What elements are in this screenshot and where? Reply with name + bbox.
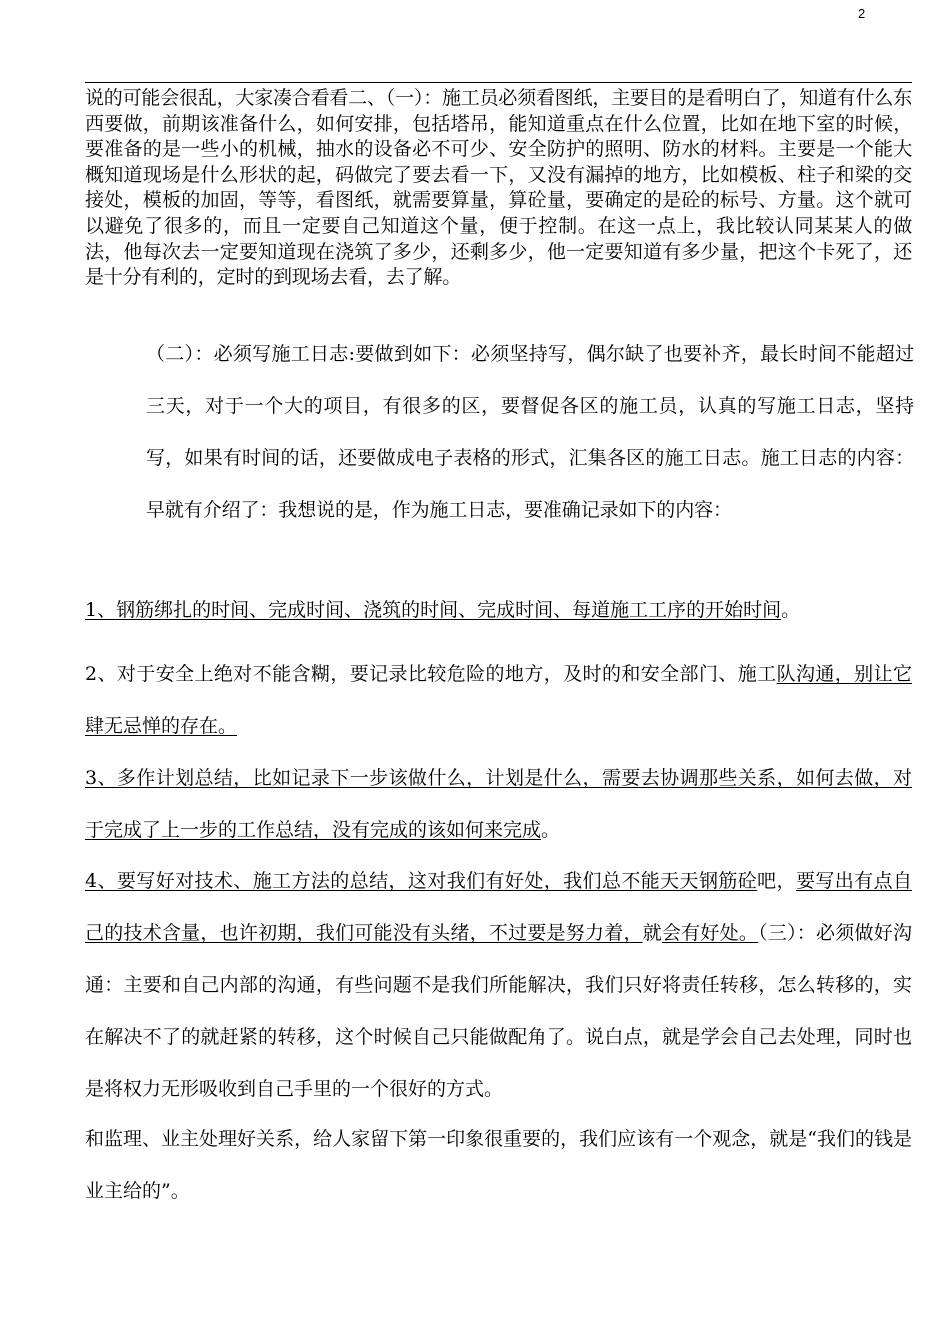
list-item-2-underlined: 队沟通，别让它肆无忌惮的存在。 bbox=[85, 663, 912, 737]
section-2-paragraph: （二）：必须写施工日志:要做到如下：必须坚持写，偶尔缺了也要补齐，最长时间不能超过三天，对于一个大的项目，有很多的区，要督促各区的施工员，认真的写施工日志，坚持写，如果有时间的话，还要做成电子表格的形式，汇集各区的施工日志。施工日志的内容：早就有介绍了：我想说的是，作为施工日志，要准确记录如下的内容： bbox=[146, 343, 914, 521]
list-item-4-underlined-a: 4、要写好对技术、施工方法的总结，这对我们有好处，我们总不能天天钢筋砼 bbox=[85, 870, 758, 892]
list-item-2-head: 2、对于安全上绝对不能含糊，要记录比较危险的地方，及时的和安全部门、施工 bbox=[85, 663, 777, 685]
header-divider bbox=[85, 82, 912, 83]
list-item-3 bbox=[85, 752, 912, 856]
list-item-3-underlined: 3、多作计划总结，比如记录下一步该做什么，计划是什么，需要去协调那些关系，如何去做，对于完成了上一步的工作总结，没有完成的该如何来完成 bbox=[85, 767, 912, 841]
list-item-4-underlined-c: 会有好处。 bbox=[661, 922, 759, 944]
list-item-1-tail: 。 bbox=[781, 599, 801, 621]
list-item-1 bbox=[85, 584, 912, 636]
intro-paragraph: 说的可能会很乱，大家凑合看看二、（一）：施工员必须看图纸，主要目的是看明白了，知道有什么东西要做，前期该准备什么，如何安排，包括塔吊，能知道重点在什么位置，比如在地下室的时候，要准备的是一些小的机械，抽水的设备必不可少、安全防护的照明、防水的材料。主要是一个能大概知道现场是什么形状的起，码做完了要去看一下，又没有漏掉的地方，比如模板、柱子和梁的交接处，模板的加固，等等，看图纸，就需要算量，算砼量，要确定的是砼的标号、方量。这个就可以避免了很多的，而且一定要自己知道这个量，便于控制。在这一点上，我比较认同某某人的做法，他每次去一定要知道现在浇筑了多少，还剩多少，他一定要知道有多少量，把这个卡死了，还是十分有利的，定时的到现场去看，去了解。 bbox=[85, 87, 913, 289]
list-item-4 bbox=[85, 855, 912, 1115]
section-3-text: （三）：必须做好沟通：主要和自己内部的沟通，有些问题不是我们所能解决，我们只好将责任转移，怎么转移的，实在解决不了的就赶紧的转移，这个时候自己只能做配角了。说白点，就是学会自己去处理，同时也是将权力无形吸收到自己手里的一个很好的方式。 bbox=[85, 922, 912, 1100]
list-item-4-mid-a: 吧， bbox=[757, 870, 796, 892]
list-item-2 bbox=[85, 648, 912, 752]
page-number: 2 bbox=[858, 6, 866, 21]
list-item-4-underlined-b: 要写出有点自己的技术含量，也许初期，我们可能没有头绪，不过要是努力着， bbox=[85, 870, 912, 944]
list-item-1-underlined: 1、钢筋绑扎的时间、完成时间、浇筑的时间、完成时间、每道施工工序的开始时间 bbox=[85, 599, 782, 621]
list-item-4-mid-b: 就 bbox=[642, 922, 662, 944]
closing-paragraph: 和监理、业主处理好关系，给人家留下第一印象很重要的，我们应该有一个观念，就是“我们的钱是业主给的”。 bbox=[85, 1128, 912, 1202]
list-item-3-tail: 。 bbox=[541, 819, 561, 841]
